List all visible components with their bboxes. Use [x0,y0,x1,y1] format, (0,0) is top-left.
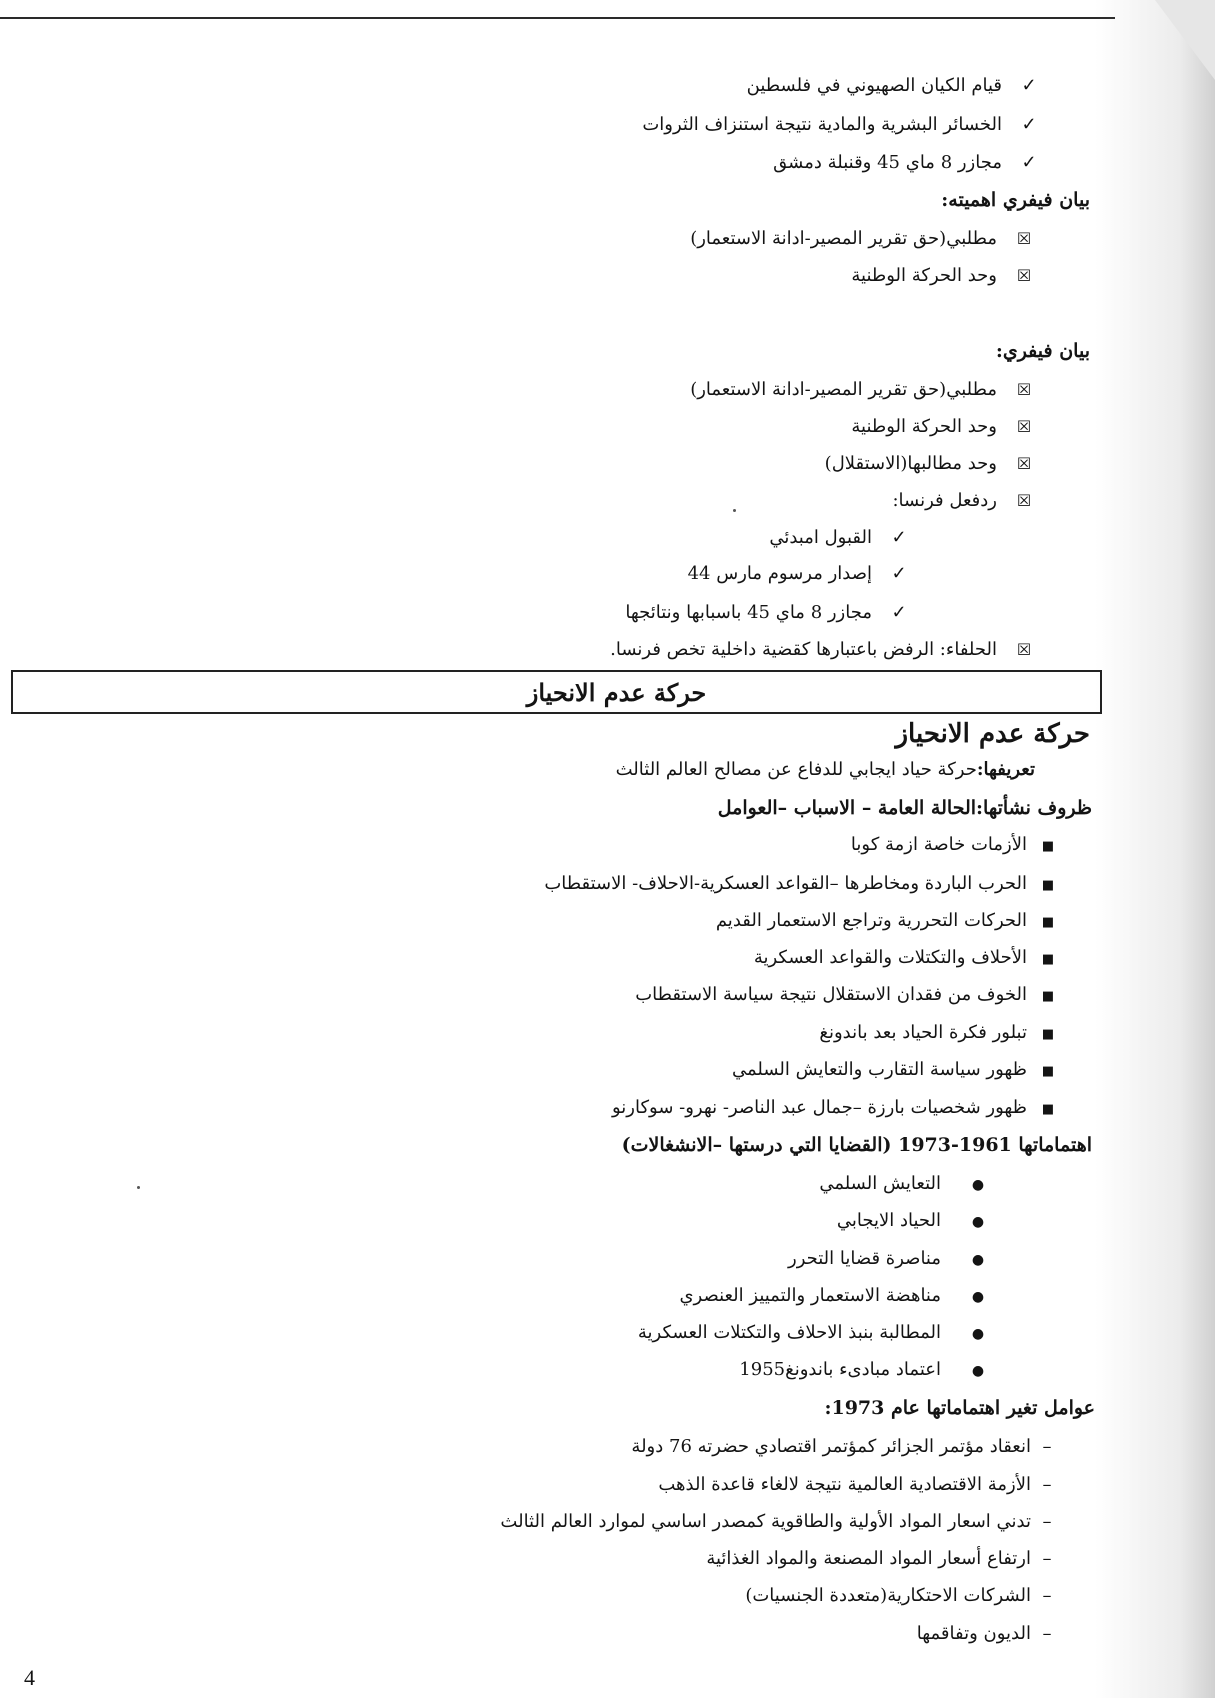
dot-bullet-icon: ● [971,1289,985,1305]
list-item: ●التعايش السلمي [819,1171,985,1198]
checkbox-crossed-icon: ☒ [1016,491,1032,510]
page-edge-shadow [1095,0,1215,1698]
dash-bullet-icon: – [1042,1474,1052,1495]
box-item: ☒وحد الحركة الوطنية [851,414,1035,440]
dash-bullet-icon: – [1042,1436,1052,1457]
list-item: ■الأزمات خاصة ازمة كوبا [851,832,1055,860]
list-item: ●المطالبة بنبذ الاحلاف والتكتلات العسكرية [638,1320,985,1347]
dash-bullet-icon: – [1042,1623,1052,1644]
list-item: ■الحرب الباردة ومخاطرها –القواعد العسكرية-الاحلاف- الاستقطاب [544,871,1055,899]
checkbox-crossed-icon: ☒ [1016,229,1032,248]
list-item: ■ظهور سياسة التقارب والتعايش السلمي [732,1057,1055,1085]
box-item: ☒وحد مطالبها(الاستقلال) [825,451,1035,477]
list-item: ■الأحلاف والتكتلات والقواعد العسكرية [754,945,1055,973]
list-item: –انعقاد مؤتمر الجزائر كمؤتمر اقتصادي حضرته 76 دولة [631,1434,1055,1460]
section-heading: بيان فيفري اهميته: [941,189,1090,211]
section-heading: بيان فيفري: [995,340,1090,362]
box-item: ☒وحد الحركة الوطنية [851,263,1035,289]
square-bullet-icon: ■ [1041,878,1055,893]
list-item: ●مناهضة الاستعمار والتمييز العنصري [679,1283,985,1310]
page-number: 4 [24,1665,35,1690]
list-item: –تدني اسعار المواد الأولية والطاقوية كمصدر اساسي لموارد العالم الثالث [500,1509,1055,1535]
definition-text: حركة حياد ايجابي للدفاع عن مصالح العالم الثالث [615,759,977,780]
dot-bullet-icon: ● [971,1252,985,1268]
square-bullet-icon: ■ [1041,1102,1055,1117]
sub-item: ✓إصدار مرسوم مارس 44 [688,561,910,587]
list-item: –ارتفاع أسعار المواد المصنعة والمواد الغذائية [706,1546,1055,1572]
check-icon: ✓ [891,527,907,548]
check-icon: ✓ [891,602,907,623]
check-icon: ✓ [1021,114,1037,135]
square-bullet-icon: ■ [1041,839,1055,854]
intro-item: ✓قيام الكيان الصهيوني في فلسطين [747,73,1040,99]
dash-bullet-icon: – [1042,1548,1052,1569]
checkbox-crossed-icon: ☒ [1016,454,1032,473]
top-rule [0,17,1115,19]
square-bullet-icon: ■ [1041,1064,1055,1079]
box-item: ☒مطلبي(حق تقرير المصير-ادانة الاستعمار) [690,377,1035,403]
checkbox-crossed-icon: ☒ [1016,266,1032,285]
square-bullet-icon: ■ [1041,1027,1055,1042]
dash-bullet-icon: – [1042,1511,1052,1532]
list-item: –الشركات الاحتكارية(متعددة الجنسيات) [745,1583,1055,1609]
sub-item: ✓مجازر 8 ماي 45 باسبابها ونتائجها [625,600,910,626]
definition-label: تعريفها: [976,759,1035,780]
list-item: ■الخوف من فقدان الاستقلال نتيجة سياسة الاستقطاب [635,982,1055,1010]
list-item: –الأزمة الاقتصادية العالمية نتيجة لالغاء قاعدة الذهب [658,1472,1055,1498]
title-box [11,670,1102,714]
checkbox-crossed-icon: ☒ [1016,417,1032,436]
scan-speck [137,1186,140,1189]
list-item: ■الحركات التحررية وتراجع الاستعمار القديم [716,908,1055,936]
list-item: ■تبلور فكرة الحياد بعد باندونغ [819,1020,1055,1048]
check-icon: ✓ [1021,152,1037,173]
list-item: ■ظهور شخصيات بارزة –جمال عبد الناصر- نهرو- سوكارنو [612,1095,1055,1123]
dash-bullet-icon: – [1042,1585,1052,1606]
sub-item: ✓القبول امبدئي [769,525,910,551]
list-item: ●مناصرة قضايا التحرر [788,1246,985,1273]
box-item: ☒الحلفاء: الرفض باعتبارها كقضية داخلية تخص فرنسا. [610,637,1035,663]
page-corner-fold [1155,0,1215,80]
section-heading: اهتماماتها 1961-1973 (القضايا التي درستها –الانشغالات) [621,1134,1092,1156]
definition [616,757,1035,783]
list-item: ●الحياد الايجابي [837,1208,985,1235]
list-item: –الديون وتفاقمها [917,1621,1055,1647]
dot-bullet-icon: ● [971,1363,985,1379]
dot-bullet-icon: ● [971,1326,985,1342]
intro-item: ✓مجازر 8 ماي 45 وقنبلة دمشق [773,150,1040,176]
check-icon: ✓ [891,563,907,584]
square-bullet-icon: ■ [1041,989,1055,1004]
box-item: ☒مطلبي(حق تقرير المصير-ادانة الاستعمار) [690,226,1035,252]
scan-speck [733,509,736,512]
dot-bullet-icon: ● [971,1214,985,1230]
title-box-text: حركة عدم الانحياز [526,678,707,707]
section-subtitle: حركة عدم الانحياز [895,719,1090,749]
dot-bullet-icon: ● [971,1177,985,1193]
checkbox-crossed-icon: ☒ [1016,380,1032,399]
list-item: ●اعتماد مبادىء باندونغ1955 [739,1357,985,1384]
square-bullet-icon: ■ [1041,952,1055,967]
checkbox-crossed-icon: ☒ [1016,640,1032,659]
intro-item: ✓الخسائر البشرية والمادية نتيجة استنزاف الثروات [642,112,1040,138]
check-icon: ✓ [1021,75,1037,96]
section-heading: ظروف نشأتها:الحالة العامة – الاسباب –العوامل [717,797,1092,819]
section-heading: عوامل تغير اهتماماتها عام 1973: [824,1397,1095,1419]
square-bullet-icon: ■ [1041,915,1055,930]
box-item: ☒ردفعل فرنسا: [892,488,1035,514]
